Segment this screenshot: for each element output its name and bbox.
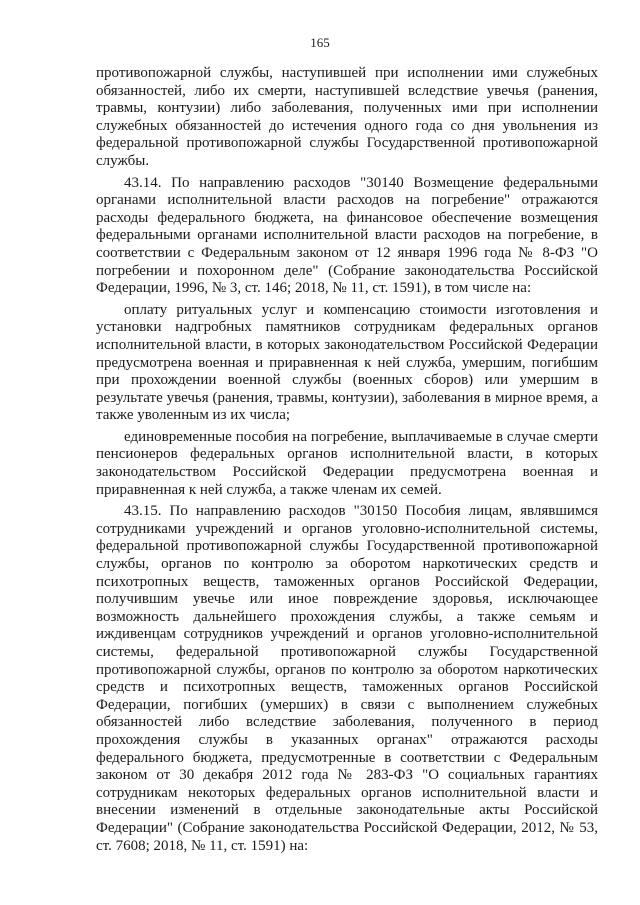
paragraph-43-14: 43.14. По направлению расходов "30140 Возмещение федеральными органами исполнительной власти расходов на погребение" отражаются расходы федерального бюджета, на финансовое обеспечение возмещения федеральными органами исполнительной власти расходов на погребение, в соответствии с Федеральным законом от 12 января 1996 года № 8-ФЗ "О погребении и похоронном деле" (Собрание законодательства Российской Федерации, 1996, № 3, ст. 146; 2018, № 11, ст. 1591), в том числе на: — [96, 174, 598, 297]
paragraph-continuation: противопожарной службы, наступившей при исполнении ими служебных обязанностей, либо их смерти, наступившей вследствие увечья (ранения, травмы, контузии) либо заболевания, полученных ими при исполнении служебных обязанностей до истечения одного года со дня увольнения из федеральной противопожарной службы Государственной противопожарной службы. — [96, 65, 598, 169]
page-number: 165 — [310, 35, 330, 50]
paragraph-43-15: 43.15. По направлению расходов "30150 Пособия лицам, являвшимся сотрудниками учреждений и органов уголовно-исполнительной системы, федеральной противопожарной службы Государственной противопожарной службы, органов по контролю за оборотом наркотических средств и психотропных веществ, таможенных органов Российской Федерации, получившим увечье или иное повреждение здоровья, исключающее возможность дальнейшего прохождения службы, а также семьям и иждивенцам сотрудников учреждений и органов уголовно-исполнительной системы, федеральной противопожарной службы Государственной противопожарной службы, органов по контролю за оборотом наркотических средств и психотропных веществ, таможенных органов Российской Федерации, погибших (умерших) в связи с выполнением служебных обязанностей либо вследствие заболевания, полученного в период прохождения службы в указанных органах" отражаются расходы федерального бюджета, предусмотренные в соответствии с Федеральным законом от 30 декабря 2012 года № 283-ФЗ "О социальных гарантиях сотрудникам некоторых федеральных органов исполнительной власти и внесении изменений в отдельные законодательные акты Российской Федерации" (Собрание законодательства Российской Федерации, 2012, № 53, ст. 7608; 2018, № 11, ст. 1591) на: — [96, 503, 598, 854]
paragraph-ritual-services: оплату ритуальных услуг и компенсацию стоимости изготовления и установки надгробных памятников сотрудникам федеральных органов исполнительной власти, в которых законодательством Российской Федерации предусмотрена военная и приравненная к ней служба, умершим, погибшим при прохождении военной службы (военных сборов) или умершим в результате увечья (ранения, травмы, контузии), заболевания в мирное время, а также уволенным из их числа; — [96, 301, 598, 424]
paragraph-burial-allowance: единовременные пособия на погребение, выплачиваемые в случае смерти пенсионеров федеральных органов исполнительной власти, в которых законодательством Российской Федерации предусмотрена военная и приравненная к ней служба, а также членам их семей. — [96, 428, 598, 498]
document-body — [96, 65, 598, 859]
